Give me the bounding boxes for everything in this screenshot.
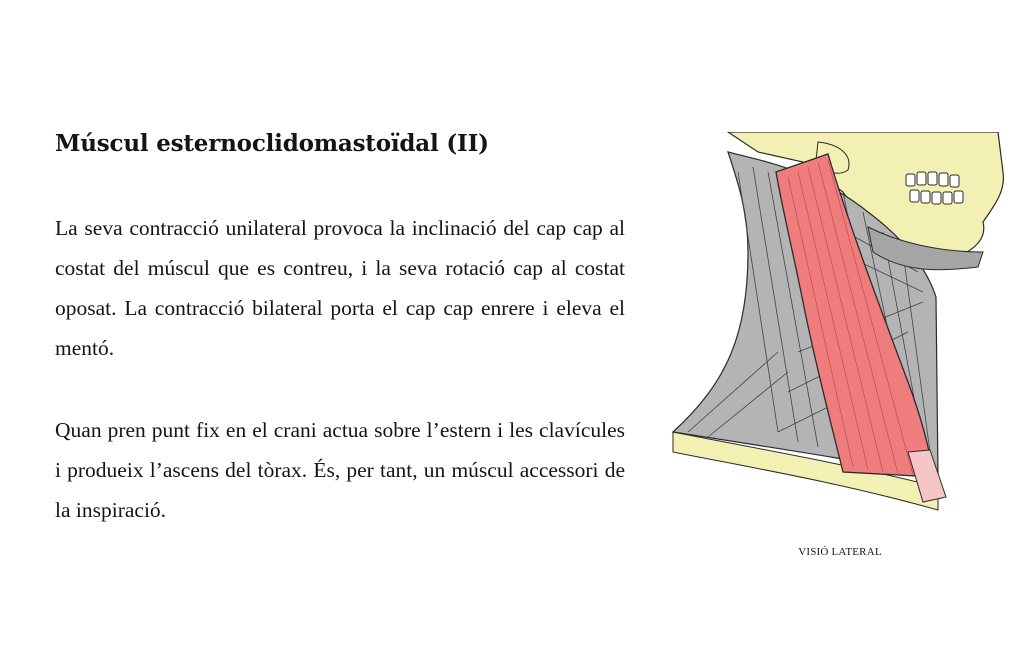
neck-muscles-illustration — [668, 132, 1008, 522]
figure-caption: VISIÓ LATERAL — [798, 546, 882, 558]
paragraph-unilateral-contraction: La seva contracció unilateral provoca la inclinació del cap cap al costat del múscul que es contreu, i la seva rotació cap al costat oposat. La contracció bilateral porta el cap cap enrere i eleva el mentó. — [55, 216, 625, 360]
page-title: Múscul esternoclidomastoïdal (II) — [55, 130, 489, 157]
paragraph-fixed-point-cranium: Quan pren punt fix en el crani actua sobre l’estern i les clavícules i produeix l’ascens del tòrax. És, per tant, un múscul accessori de la inspiració. — [55, 418, 625, 522]
lateral-view-drawing — [668, 132, 1008, 522]
